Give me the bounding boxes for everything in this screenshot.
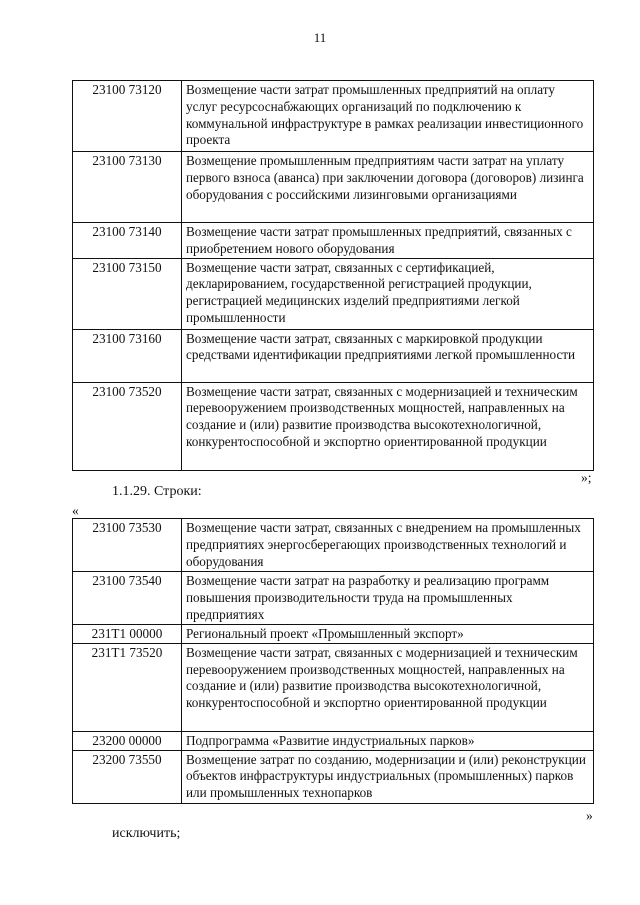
description-cell: Возмещение части затрат, связанных с модернизацией и техническим перевооружением производственных мощностей, направленных на создание и (или) развитие производства высокотехнологичной, конкурентоспособной и экспортно ориентированной продукции [182, 643, 594, 731]
description-cell: Возмещение части затрат промышленных предприятий, связанных с приобретением нового оборудования [182, 223, 594, 259]
table-row [73, 81, 594, 152]
table-row [73, 643, 594, 731]
code-cell: 23100 73150 [73, 258, 182, 329]
description-cell: Возмещение части затрат промышленных предприятий на оплату услуг ресурсоснабжающих организаций по подключению к коммунальной инфраструктуре в рамках реализации инвестиционного проекта [182, 81, 594, 152]
table-row [73, 223, 594, 259]
code-cell: 23100 73530 [73, 519, 182, 572]
code-cell: 23100 73140 [73, 223, 182, 259]
table-row [73, 731, 594, 750]
code-cell: 23100 73120 [73, 81, 182, 152]
code-cell: 23100 73130 [73, 152, 182, 223]
description-cell: Возмещение части затрат, связанных с маркировкой продукции средствами идентификации предприятиями легкой промышленности [182, 329, 594, 382]
code-cell: 231T1 00000 [73, 625, 182, 644]
code-cell: 231T1 73520 [73, 643, 182, 731]
description-cell: Возмещение части затрат, связанных с сертификацией, декларированием, государственной регистрацией продукции, регистрацией медицинских изделий предприятиями легкой промышленности [182, 258, 594, 329]
code-cell: 23100 73520 [73, 382, 182, 470]
table-row [73, 152, 594, 223]
description-cell: Возмещение промышленным предприятиям части затрат на уплату первого взноса (аванса) при заключении договора (договоров) лизинга оборудования с российскими лизинговыми организациями [182, 152, 594, 223]
code-cell: 23200 73550 [73, 750, 182, 803]
table-row [73, 750, 594, 803]
budget-codes-table-bottom [72, 518, 594, 804]
description-cell: Возмещение части затрат, связанных с внедрением на промышленных предприятиях энергосберегающих производственных технологий и оборудования [182, 519, 594, 572]
table-row [73, 572, 594, 625]
closing-quote-2: » [586, 808, 593, 823]
code-cell: 23200 00000 [73, 731, 182, 750]
description-cell: Возмещение части затрат на разработку и реализацию программ повышения производительности труда на промышленных предприятиях [182, 572, 594, 625]
page-number: 11 [313, 30, 327, 45]
exclude-instruction: исключить; [112, 826, 181, 841]
code-cell: 23100 73540 [73, 572, 182, 625]
table-row [73, 625, 594, 644]
section-heading: 1.1.29. Строки: [112, 484, 202, 499]
description-cell: Возмещение затрат по созданию, модернизации и (или) реконструкции объектов инфраструктуры индустриальных (промышленных) парков или промышленных технопарков [182, 750, 594, 803]
description-cell: Подпрограмма «Развитие индустриальных парков» [182, 731, 594, 750]
table-row [73, 329, 594, 382]
closing-quote: »; [581, 470, 592, 485]
code-cell: 23100 73160 [73, 329, 182, 382]
table-row [73, 258, 594, 329]
budget-codes-table-top [72, 80, 594, 471]
description-cell: Региональный проект «Промышленный экспорт» [182, 625, 594, 644]
opening-quote: « [72, 503, 79, 518]
description-cell: Возмещение части затрат, связанных с модернизацией и техническим перевооружением производственных мощностей, направленных на создание и (или) развитие производства высокотехнологичной, конкурентоспособной и экспортно ориентированной продукции [182, 382, 594, 470]
table-row [73, 519, 594, 572]
table-row [73, 382, 594, 470]
